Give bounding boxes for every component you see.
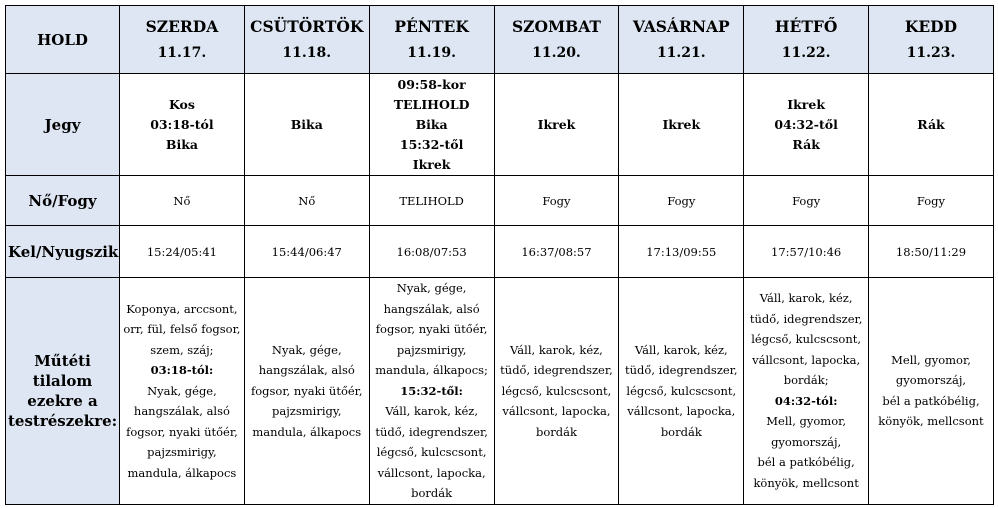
day-name: HÉTFŐ	[774, 16, 838, 36]
cell-line: Kos	[168, 96, 195, 112]
cell-line: könyök, mellcsont	[878, 414, 984, 429]
surgery-row	[6, 278, 994, 505]
day-name: VASÁRNAP	[632, 16, 730, 36]
cell-line: bél a patkóbélig,	[882, 393, 980, 408]
cell-line: Váll, karok, kéz,	[385, 404, 478, 418]
day-header	[120, 6, 245, 74]
rise-set-row-label: Kel/Nyugszik	[6, 226, 120, 278]
header-row	[6, 6, 994, 74]
cell-line: hangszálak, alsó	[133, 404, 230, 418]
cell-line: fogsor, nyaki ütőér,	[126, 424, 238, 439]
moon-calendar-table	[5, 5, 994, 505]
cell-line: légcső, kulcscsont,	[376, 445, 487, 459]
cell-line: szem, száj;	[150, 342, 214, 357]
cell-line: tüdő, idegrendszer,	[749, 311, 863, 326]
rise-set-cell: 15:24/05:41	[120, 226, 245, 278]
day-name: PÉNTEK	[394, 16, 469, 36]
cell-line: tüdő, idegrendszer,	[375, 424, 488, 439]
cell-line: bél a patkóbélig,	[757, 455, 855, 470]
sign-cell	[244, 74, 369, 176]
cell-line: fogsor, nyaki ütőér,	[375, 322, 488, 336]
cell-line: légcső, kulcscsont,	[751, 332, 862, 347]
cell-line: bordák	[535, 424, 577, 439]
sign-cell	[369, 74, 494, 176]
cell-line: 03:18-tól	[150, 116, 214, 132]
day-header	[494, 6, 619, 74]
cell-line: Rák	[792, 136, 820, 152]
day-date: 11.23.	[906, 44, 956, 61]
phase-cell: Fogy	[619, 176, 744, 226]
rise-set-cell: 15:44/06:47	[244, 226, 369, 278]
cell-line: Váll, karok, kéz,	[759, 291, 853, 306]
phase-cell: Nő	[120, 176, 245, 226]
cell-line: gyomorszáj,	[771, 434, 842, 449]
surgery-cell	[120, 278, 245, 505]
cell-line: tüdő, idegrendszer,	[500, 363, 613, 377]
day-date: 11.22.	[781, 44, 831, 61]
cell-line: bordák	[411, 486, 453, 500]
cell-line: vállcsont, lapocka,	[377, 465, 486, 480]
surgery-cell	[619, 278, 744, 505]
surgery-row-label	[6, 278, 120, 505]
surgery-cell	[494, 278, 619, 505]
phase-row	[6, 176, 994, 226]
cell-line: Váll, karok, kéz,	[510, 342, 603, 357]
day-name: SZOMBAT	[511, 16, 601, 36]
cell-line: 04:32-től	[774, 116, 838, 132]
rise-set-cell: 18:50/11:29	[869, 226, 994, 278]
cell-line: 03:18-tól:	[150, 363, 214, 377]
cell-line: légcső, kulcscsont,	[626, 383, 737, 398]
cell-line: mandula, álkapocs;	[375, 363, 488, 377]
cell-line: Ikrek	[787, 96, 825, 112]
label-line: Műtéti tilalom	[32, 351, 93, 390]
sign-cell	[120, 74, 245, 176]
rise-set-row	[6, 226, 994, 278]
phase-cell: Nő	[244, 176, 369, 226]
cell-line: TELIHOLD	[393, 96, 470, 112]
sign-cell	[494, 74, 619, 176]
cell-line: 04:32-tól:	[774, 393, 838, 408]
cell-line: Bika	[165, 136, 198, 152]
day-header	[744, 6, 869, 74]
cell-line: Bika	[290, 116, 323, 132]
cell-line: légcső, kulcscsont,	[501, 383, 612, 398]
cell-line: Mell, gyomor,	[891, 352, 971, 367]
phase-cell: TELIHOLD	[369, 176, 494, 226]
day-header	[369, 6, 494, 74]
sign-row-label: Jegy	[6, 74, 120, 176]
rise-set-cell: 17:57/10:46	[744, 226, 869, 278]
day-header	[869, 6, 994, 74]
cell-line: pajzsmirigy,	[147, 445, 217, 459]
day-name: CSÜTÖRTÖK	[250, 16, 364, 36]
cell-line: könyök, mellcsont	[753, 475, 859, 490]
cell-line: pajzsmirigy,	[396, 342, 467, 357]
day-name: SZERDA	[145, 16, 219, 36]
cell-line: mandula, álkapocs	[127, 465, 237, 480]
label-line: testrészekre:	[8, 411, 118, 430]
cell-line: 09:58-kor	[397, 76, 466, 92]
cell-line: fogsor, nyaki ütőér,	[250, 383, 363, 398]
cell-line: Nyak, gége,	[271, 342, 342, 357]
label-line: ezekre a	[27, 391, 98, 410]
cell-line: orr, fül, felső fogsor,	[123, 322, 241, 336]
cell-line: Váll, karok, kéz,	[634, 342, 728, 357]
sign-cell	[744, 74, 869, 176]
cell-line: pajzsmirigy,	[272, 404, 342, 418]
cell-line: Ikrek	[662, 116, 701, 132]
cell-line: gyomorszáj,	[895, 373, 967, 388]
cell-line: Nyak, gége,	[396, 281, 467, 295]
phase-cell: Fogy	[869, 176, 994, 226]
phase-cell: Fogy	[494, 176, 619, 226]
day-name: KEDD	[904, 16, 958, 36]
corner-label: HOLD	[6, 6, 120, 74]
cell-line: 15:32-től	[399, 136, 464, 152]
cell-line: Ikrek	[412, 156, 451, 172]
cell-line: vállcsont, lapocka,	[502, 404, 611, 418]
day-date: 11.17.	[157, 44, 207, 61]
cell-line: Nyak, gége,	[147, 383, 217, 398]
day-date: 11.19.	[407, 44, 456, 61]
surgery-cell	[244, 278, 369, 505]
surgery-cell	[369, 278, 494, 505]
rise-set-cell: 16:08/07:53	[369, 226, 494, 278]
surgery-cell	[869, 278, 994, 505]
surgery-cell	[744, 278, 869, 505]
cell-line: mandula, álkapocs	[252, 424, 362, 439]
sign-cell	[619, 74, 744, 176]
cell-line: 15:32-től:	[400, 383, 463, 398]
cell-line: hangszálak, alsó	[258, 363, 355, 377]
cell-line: bordák;	[783, 373, 829, 388]
cell-line: Koponya, arccsont,	[126, 301, 238, 316]
rise-set-cell: 16:37/08:57	[494, 226, 619, 278]
cell-line: Rák	[917, 116, 945, 132]
cell-line: Bika	[415, 116, 448, 132]
cell-line: vállcsont, lapocka,	[627, 404, 736, 418]
phase-cell: Fogy	[744, 176, 869, 226]
phase-row-label: Nő/Fogy	[6, 176, 120, 226]
day-date: 11.20.	[532, 44, 581, 61]
day-date: 11.18.	[282, 44, 332, 61]
cell-line: tüdő, idegrendszer,	[625, 363, 738, 377]
cell-line: bordák	[660, 424, 702, 439]
day-header	[244, 6, 369, 74]
sign-cell	[869, 74, 994, 176]
cell-line: hangszálak, alsó	[383, 301, 480, 316]
sign-row	[6, 74, 994, 176]
cell-line: vállcsont, lapocka,	[752, 352, 861, 367]
cell-line: Mell, gyomor,	[766, 414, 847, 429]
cell-line: Ikrek	[537, 116, 576, 132]
rise-set-cell: 17:13/09:55	[619, 226, 744, 278]
day-header	[619, 6, 744, 74]
day-date: 11.21.	[656, 44, 706, 61]
